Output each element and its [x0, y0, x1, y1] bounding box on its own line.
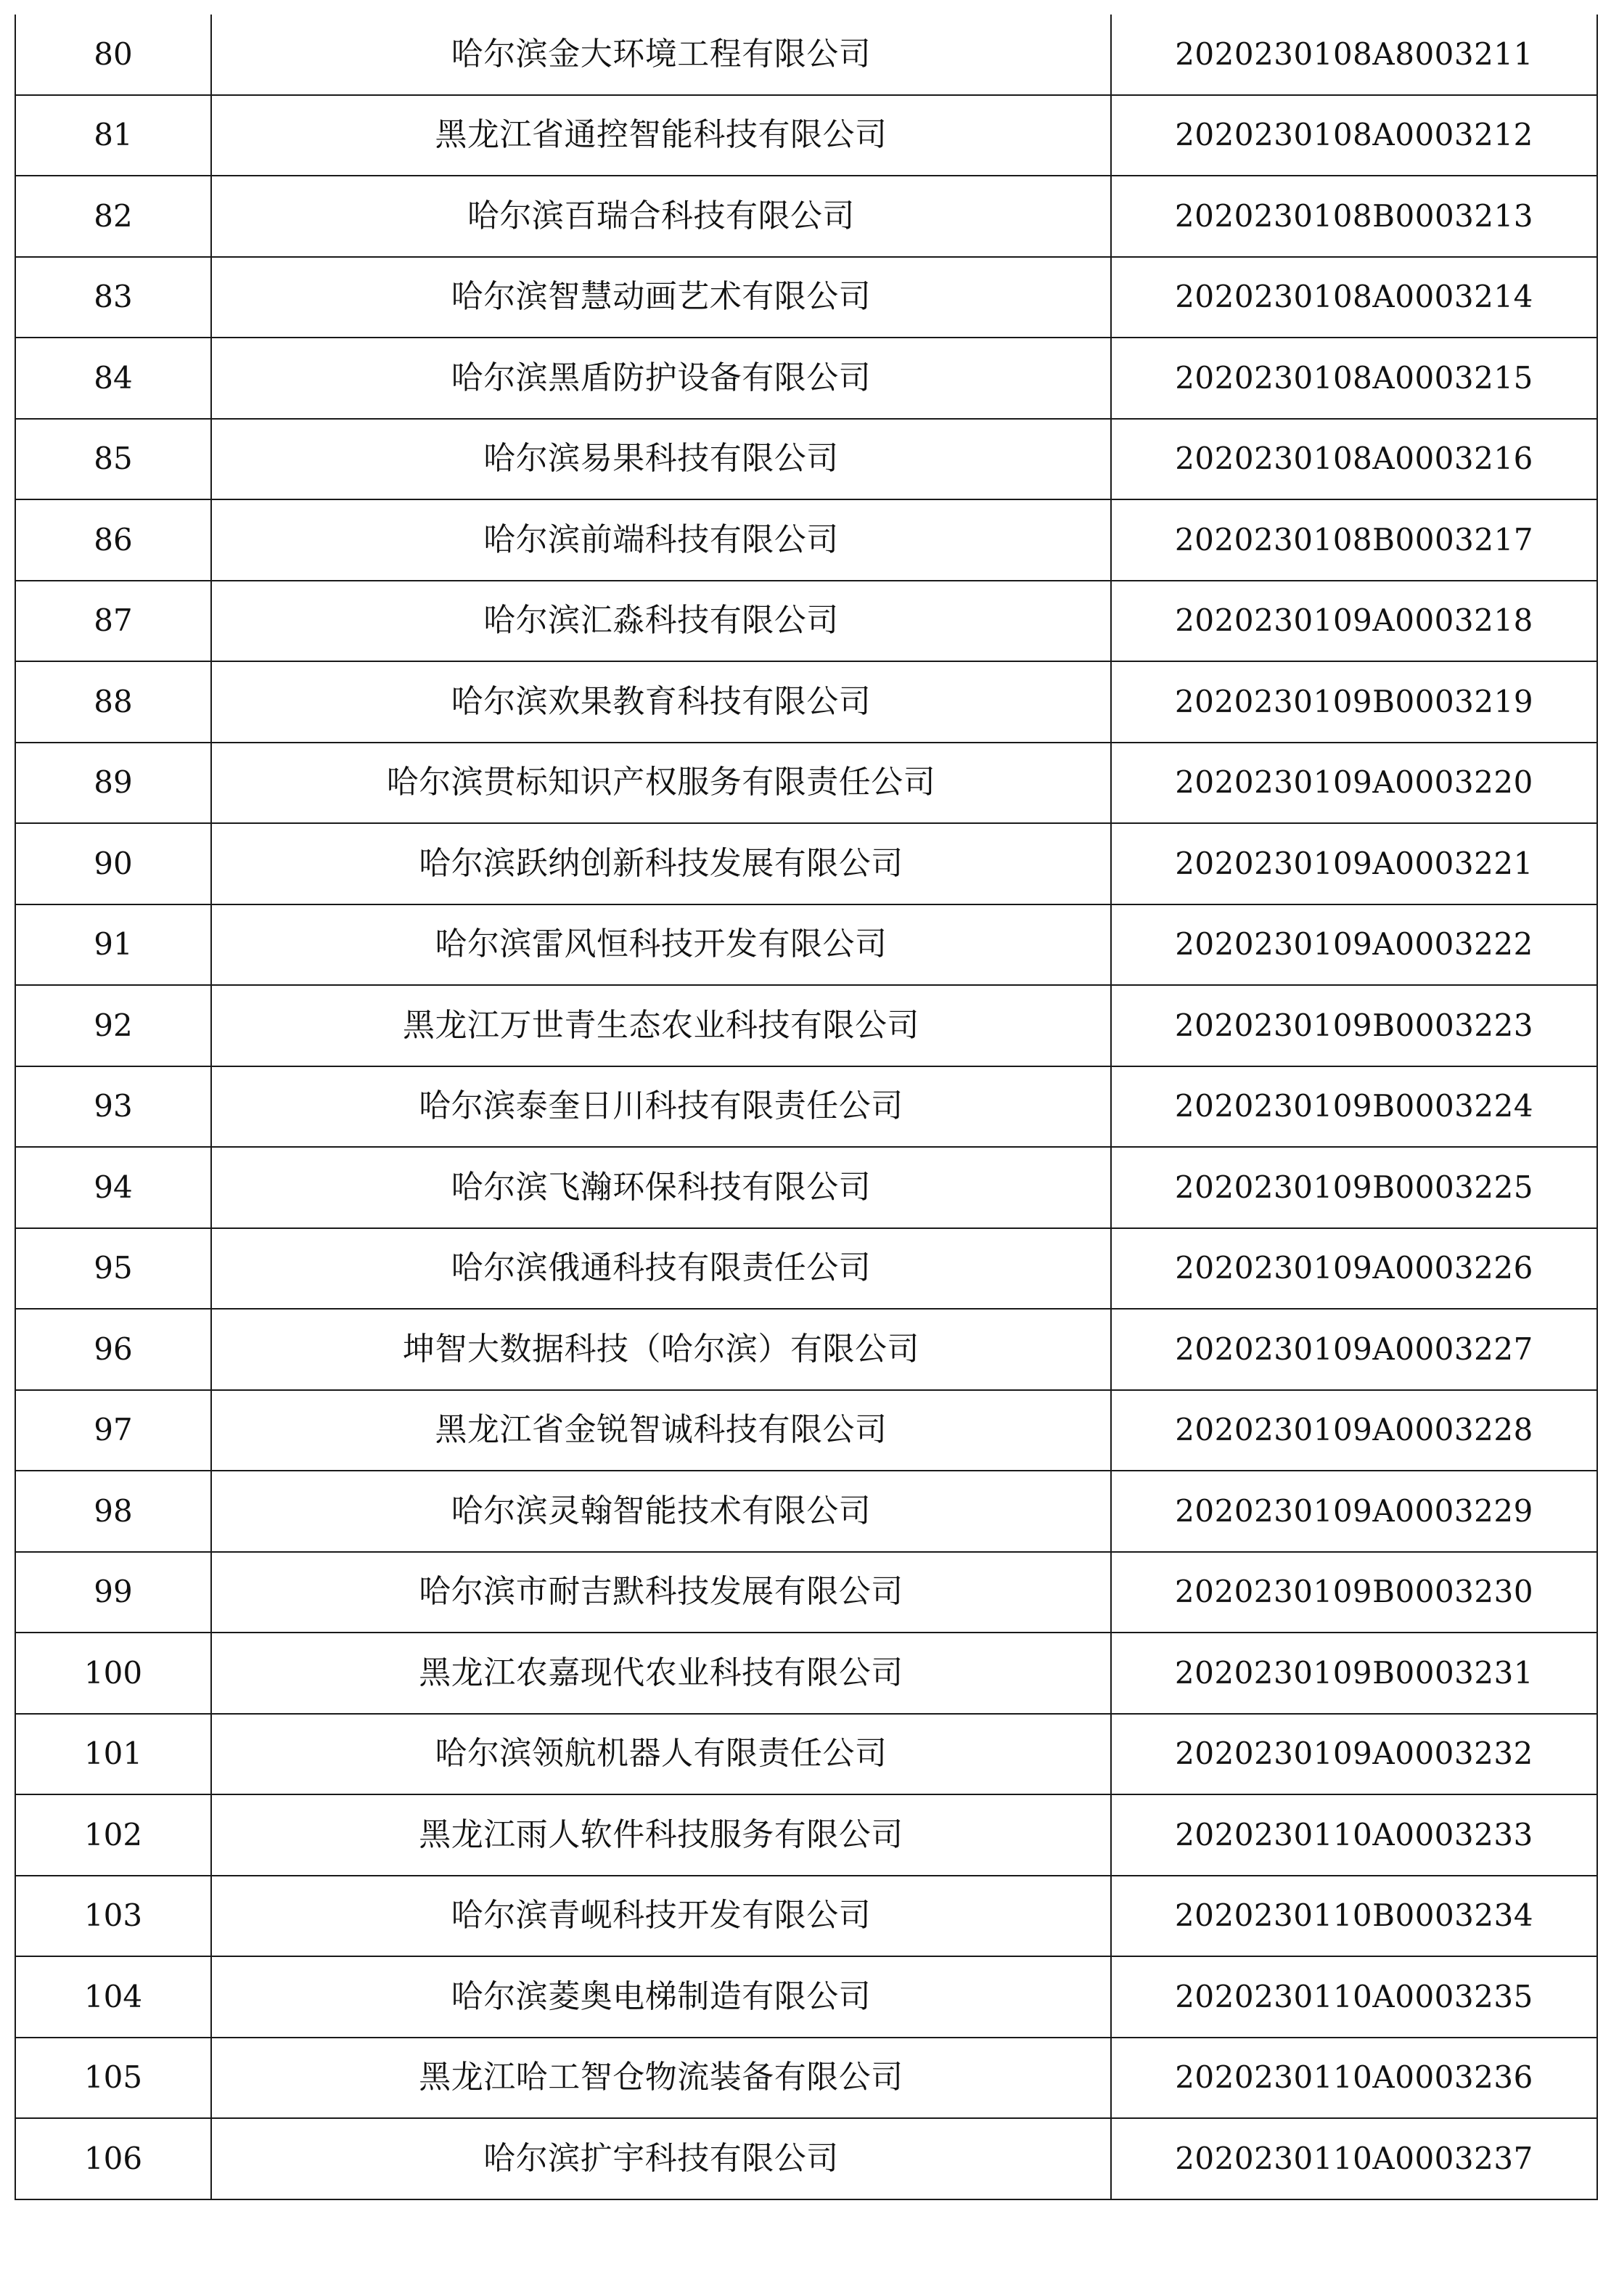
table-row: [15, 581, 1597, 662]
registration-code: 2020230109B0003231: [1111, 1633, 1597, 1714]
row-number: 84: [15, 338, 211, 419]
table-row: [15, 419, 1597, 500]
table-row: [15, 1552, 1597, 1633]
row-number: 100: [15, 1633, 211, 1714]
company-name: 哈尔滨贯标知识产权服务有限责任公司: [211, 743, 1111, 824]
row-number: 97: [15, 1390, 211, 1471]
company-name: 哈尔滨灵翰智能技术有限公司: [211, 1471, 1111, 1552]
registration-code: 2020230108A0003214: [1111, 257, 1597, 338]
registration-code: 2020230109B0003223: [1111, 985, 1597, 1066]
table-row: [15, 2038, 1597, 2119]
registration-code: 2020230109A0003218: [1111, 581, 1597, 662]
row-number: 92: [15, 985, 211, 1066]
company-name: 黑龙江省通控智能科技有限公司: [211, 95, 1111, 176]
row-number: 94: [15, 1147, 211, 1228]
table-row: [15, 823, 1597, 904]
company-name: 黑龙江省金锐智诚科技有限公司: [211, 1390, 1111, 1471]
company-registry-table: [15, 15, 1598, 2200]
table-row: [15, 499, 1597, 581]
registration-code: 2020230109A0003228: [1111, 1390, 1597, 1471]
registration-code: 2020230108A8003211: [1111, 15, 1597, 95]
registration-code: 2020230109A0003229: [1111, 1471, 1597, 1552]
row-number: 89: [15, 743, 211, 824]
registration-code: 2020230109B0003225: [1111, 1147, 1597, 1228]
table-row: [15, 1066, 1597, 1148]
row-number: 86: [15, 499, 211, 581]
table-row: [15, 2118, 1597, 2199]
row-number: 105: [15, 2038, 211, 2119]
registration-code: 2020230109B0003224: [1111, 1066, 1597, 1148]
registration-code: 2020230108A0003215: [1111, 338, 1597, 419]
company-name: 哈尔滨青岘科技开发有限公司: [211, 1876, 1111, 1957]
registration-code: 2020230110B0003234: [1111, 1876, 1597, 1957]
registration-code: 2020230108B0003217: [1111, 499, 1597, 581]
company-name: 哈尔滨智慧动画艺术有限公司: [211, 257, 1111, 338]
company-name: 黑龙江农嘉现代农业科技有限公司: [211, 1633, 1111, 1714]
row-number: 99: [15, 1552, 211, 1633]
company-name: 哈尔滨金大环境工程有限公司: [211, 15, 1111, 95]
registration-code: 2020230108A0003216: [1111, 419, 1597, 500]
row-number: 82: [15, 176, 211, 257]
company-name: 哈尔滨雷风恒科技开发有限公司: [211, 904, 1111, 986]
table-row: [15, 1228, 1597, 1310]
row-number: 90: [15, 823, 211, 904]
company-name: 哈尔滨欢果教育科技有限公司: [211, 661, 1111, 743]
table-row: [15, 985, 1597, 1066]
registration-code: 2020230110A0003236: [1111, 2038, 1597, 2119]
row-number: 98: [15, 1471, 211, 1552]
registration-code: 2020230110A0003237: [1111, 2118, 1597, 2199]
company-name: 哈尔滨百瑞合科技有限公司: [211, 176, 1111, 257]
row-number: 81: [15, 95, 211, 176]
registration-code: 2020230109B0003230: [1111, 1552, 1597, 1633]
row-number: 95: [15, 1228, 211, 1310]
registration-code: 2020230108A0003212: [1111, 95, 1597, 176]
registration-code: 2020230108B0003213: [1111, 176, 1597, 257]
company-name: 哈尔滨黑盾防护设备有限公司: [211, 338, 1111, 419]
table-row: [15, 1633, 1597, 1714]
table-row: [15, 661, 1597, 743]
company-name: 哈尔滨易果科技有限公司: [211, 419, 1111, 500]
registration-code: 2020230109A0003220: [1111, 743, 1597, 824]
row-number: 103: [15, 1876, 211, 1957]
row-number: 104: [15, 1956, 211, 2038]
row-number: 83: [15, 257, 211, 338]
company-name: 哈尔滨领航机器人有限责任公司: [211, 1714, 1111, 1795]
row-number: 80: [15, 15, 211, 95]
registration-code: 2020230109A0003222: [1111, 904, 1597, 986]
company-name: 哈尔滨汇淼科技有限公司: [211, 581, 1111, 662]
registration-code: 2020230109A0003226: [1111, 1228, 1597, 1310]
row-number: 101: [15, 1714, 211, 1795]
company-name: 黑龙江雨人软件科技服务有限公司: [211, 1794, 1111, 1876]
company-name: 哈尔滨扩宇科技有限公司: [211, 2118, 1111, 2199]
row-number: 88: [15, 661, 211, 743]
company-name: 哈尔滨跃纳创新科技发展有限公司: [211, 823, 1111, 904]
company-name: 黑龙江哈工智仓物流装备有限公司: [211, 2038, 1111, 2119]
registration-code: 2020230110A0003235: [1111, 1956, 1597, 2038]
company-name: 哈尔滨俄通科技有限责任公司: [211, 1228, 1111, 1310]
company-name: 哈尔滨前端科技有限公司: [211, 499, 1111, 581]
table-row: [15, 1956, 1597, 2038]
company-name: 哈尔滨飞瀚环保科技有限公司: [211, 1147, 1111, 1228]
row-number: 102: [15, 1794, 211, 1876]
table-row: [15, 1714, 1597, 1795]
row-number: 87: [15, 581, 211, 662]
table-body: [15, 15, 1597, 2199]
table-row: [15, 1794, 1597, 1876]
table-row: [15, 338, 1597, 419]
table-row: [15, 904, 1597, 986]
table-row: [15, 1876, 1597, 1957]
table-row: [15, 95, 1597, 176]
row-number: 96: [15, 1309, 211, 1390]
company-name: 哈尔滨菱奥电梯制造有限公司: [211, 1956, 1111, 2038]
table-row: [15, 15, 1597, 95]
document-page: [15, 15, 1596, 2200]
registration-code: 2020230110A0003233: [1111, 1794, 1597, 1876]
registration-code: 2020230109B0003219: [1111, 661, 1597, 743]
company-name: 黑龙江万世青生态农业科技有限公司: [211, 985, 1111, 1066]
company-name: 哈尔滨市耐吉默科技发展有限公司: [211, 1552, 1111, 1633]
table-row: [15, 1471, 1597, 1552]
company-name: 哈尔滨泰奎日川科技有限责任公司: [211, 1066, 1111, 1148]
company-name: 坤智大数据科技（哈尔滨）有限公司: [211, 1309, 1111, 1390]
table-row: [15, 1390, 1597, 1471]
registration-code: 2020230109A0003221: [1111, 823, 1597, 904]
table-row: [15, 743, 1597, 824]
row-number: 85: [15, 419, 211, 500]
row-number: 93: [15, 1066, 211, 1148]
registration-code: 2020230109A0003232: [1111, 1714, 1597, 1795]
registration-code: 2020230109A0003227: [1111, 1309, 1597, 1390]
table-row: [15, 1147, 1597, 1228]
row-number: 106: [15, 2118, 211, 2199]
table-row: [15, 257, 1597, 338]
table-row: [15, 1309, 1597, 1390]
row-number: 91: [15, 904, 211, 986]
table-row: [15, 176, 1597, 257]
